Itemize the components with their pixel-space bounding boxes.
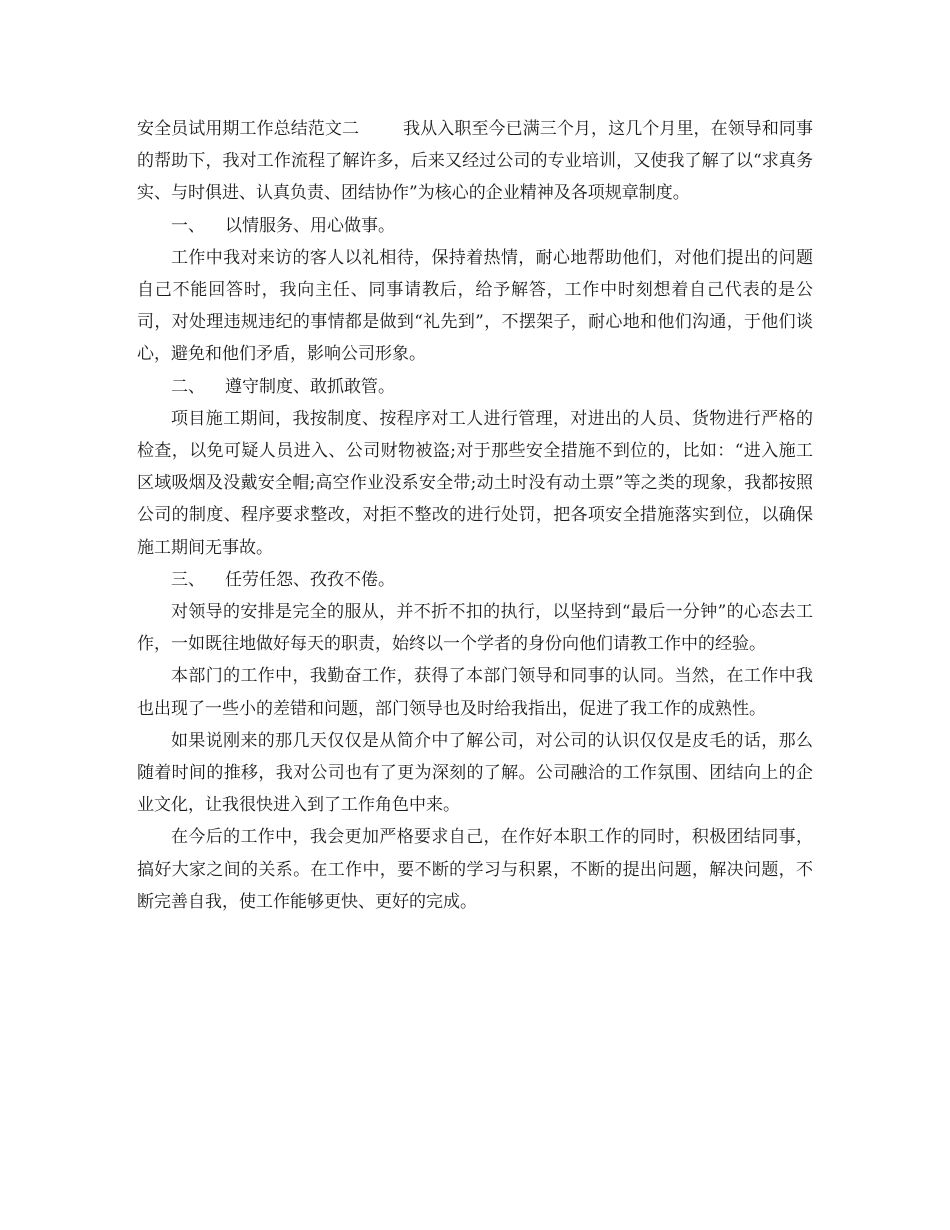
section-heading-text: 任劳任怨、孜孜不倦。 bbox=[225, 569, 395, 590]
body-paragraph: 对领导的安排是完全的服从，并不折不扣的执行，以坚持到“最后一分钟”的心态去工作，一如既往地做好每天的职责，始终以一个学者的身份向他们请教工作中的经验。 bbox=[137, 602, 813, 655]
intro-paragraph bbox=[137, 113, 813, 210]
section-heading-1 bbox=[137, 210, 813, 242]
document-title: 安全员试用期工作总结范文二 bbox=[137, 119, 360, 139]
body-paragraph: 工作中我对来访的客人以礼相待，保持着热情，耐心地帮助他们，对他们提出的问题自己不能回答时，我向主任、同事请教后，给予解答，工作中时刻想着自己代表的是公司，对处理违规违纪的事情都是做到“礼先到”，不摆架子，耐心地和他们沟通，于他们谈心，避免和他们矛盾，影响公司形象。 bbox=[137, 247, 813, 365]
intro-text: 我从入职至今已满三个月，这几个月里，在领导和同事的帮助下，我对工作流程了解许多，后来又经过公司的专业培训，又使我了解了以“求真务实、与时俱进、认真负责、团结协作”为核心的企业精神及各项规章制度。 bbox=[137, 119, 814, 204]
section-number: 三、 bbox=[171, 569, 205, 590]
body-paragraph: 本部门的工作中，我勤奋工作，获得了本部门领导和同事的认同。当然，在工作中我也出现了一些小的差错和问题，部门领导也及时给我指出，促进了我工作的成熟性。 bbox=[137, 666, 813, 719]
body-paragraph: 项目施工期间，我按制度、按程序对工人进行管理，对进出的人员、货物进行严格的检查，以免可疑人员进入、公司财物被盗;对于那些安全措施不到位的，比如：“进入施工区域吸烟及没戴安全帽;高空作业没系安全带;动土时没有动土票”等之类的现象，我都按照公司的制度、程序要求整改，对拒不整改的进行处罚，把各项安全措施落实到位，以确保施工期间无事故。 bbox=[137, 408, 813, 558]
section-heading-2 bbox=[137, 371, 813, 403]
body-paragraph: 在今后的工作中，我会更加严格要求自己，在作好本职工作的同时，积极团结同事，搞好大家之间的关系。在工作中，要不断的学习与积累，不断的提出问题，解决问题，不断完善自我，使工作能够更快、更好的完成。 bbox=[137, 827, 813, 912]
body-paragraph: 如果说刚来的那几天仅仅是从简介中了解公司，对公司的认识仅仅是皮毛的话，那么随着时间的推移，我对公司也有了更为深刻的了解。公司融洽的工作氛围、团结向上的企业文化，让我很快进入到了工作角色中来。 bbox=[137, 730, 813, 816]
section-number: 一、 bbox=[171, 215, 205, 236]
document-body bbox=[137, 113, 813, 918]
section-heading-text: 遵守制度、敢抓敢管。 bbox=[225, 376, 395, 397]
section-number: 二、 bbox=[171, 376, 205, 397]
section-heading-text: 以情服务、用心做事。 bbox=[225, 215, 395, 236]
section-heading-3 bbox=[137, 564, 813, 596]
